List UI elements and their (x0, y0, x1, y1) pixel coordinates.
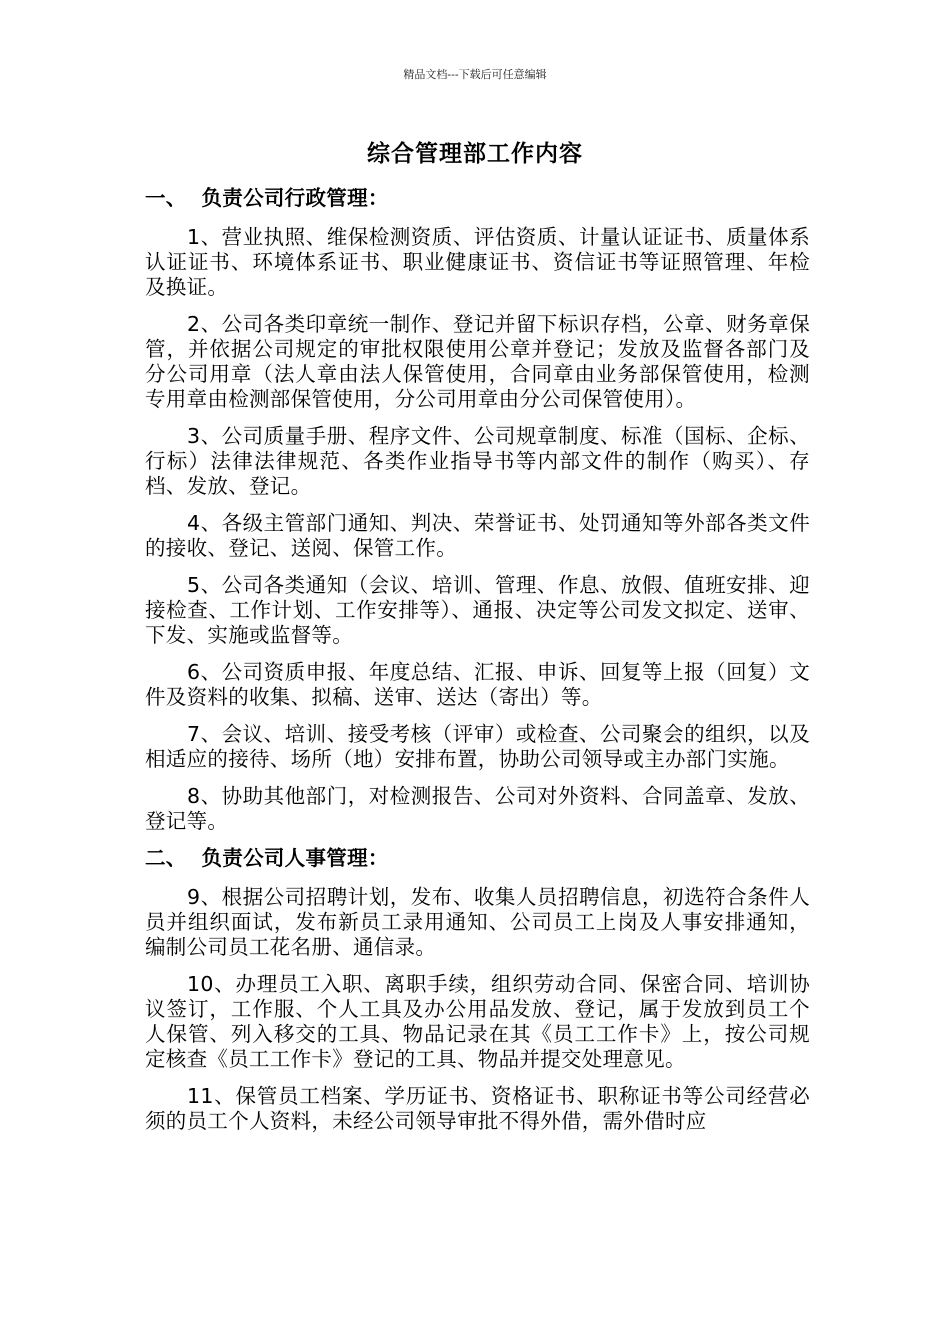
list-item: 9、根据公司招聘计划，发布、收集人员招聘信息，初选符合条件人员并组织面试，发布新员工录用通知、公司员工上岗及人事安排通知，编制公司员工花名册、通信录。 (145, 885, 810, 959)
header-note: 精品文档---下载后可任意编辑 (403, 68, 547, 81)
section-hr (145, 846, 810, 1134)
list-item: 3、公司质量手册、程序文件、公司规章制度、标准（国标、企标、行标）法律法律规范、各类作业指导书等内部文件的制作（购买）、存档、发放、登记。 (145, 424, 810, 498)
list-item: 2、公司各类印章统一制作、登记并留下标识存档，公章、财务章保管，并依据公司规定的审批权限使用公章并登记；发放及监督各部门及分公司用章（法人章由法人保管使用，合同章由业务部保管使用，检测专用章由检测部保管使用，分公司用章由分公司保管使用）。 (145, 312, 810, 411)
section-heading: 二、 负责公司人事管理： (145, 846, 389, 870)
document-title: 综合管理部工作内容 (367, 141, 583, 167)
list-item: 1、营业执照、维保检测资质、评估资质、计量认证证书、质量体系认证证书、环境体系证书、职业健康证书、资信证书等证照管理、年检及换证。 (145, 225, 810, 299)
list-item: 10、办理员工入职、离职手续，组织劳动合同、保密合同、培训协议签订，工作服、个人工具及办公用品发放、登记，属于发放到员工个人保管、列入移交的工具、物品记录在其《员工工作卡》上，按公司规定核查《员工工作卡》登记的工具、物品并提交处理意见。 (145, 972, 810, 1071)
section-admin (145, 186, 810, 834)
list-item: 7、会议、培训、接受考核（评审）或检查、公司聚会的组织，以及相适应的接待、场所（地）安排布置，协助公司领导或主办部门实施。 (145, 722, 810, 771)
list-item: 11、保管员工档案、学历证书、资格证书、职称证书等公司经营必须的员工个人资料，未经公司领导审批不得外借，需外借时应 (145, 1084, 810, 1133)
list-item: 5、公司各类通知（会议、培训、管理、作息、放假、值班安排、迎接检查、工作计划、工作安排等）、通报、决定等公司发文拟定、送审、下发、实施或监督等。 (145, 573, 810, 647)
list-item: 8、协助其他部门，对检测报告、公司对外资料、合同盖章、发放、登记等。 (145, 784, 810, 833)
section-heading: 一、 负责公司行政管理： (145, 186, 389, 210)
list-item: 4、各级主管部门通知、判决、荣誉证书、处罚通知等外部各类文件的接收、登记、送阅、保管工作。 (145, 511, 810, 560)
document-body (145, 186, 810, 1134)
list-item: 6、公司资质申报、年度总结、汇报、申诉、回复等上报（回复）文件及资料的收集、拟稿、送审、送达（寄出）等。 (145, 660, 810, 709)
